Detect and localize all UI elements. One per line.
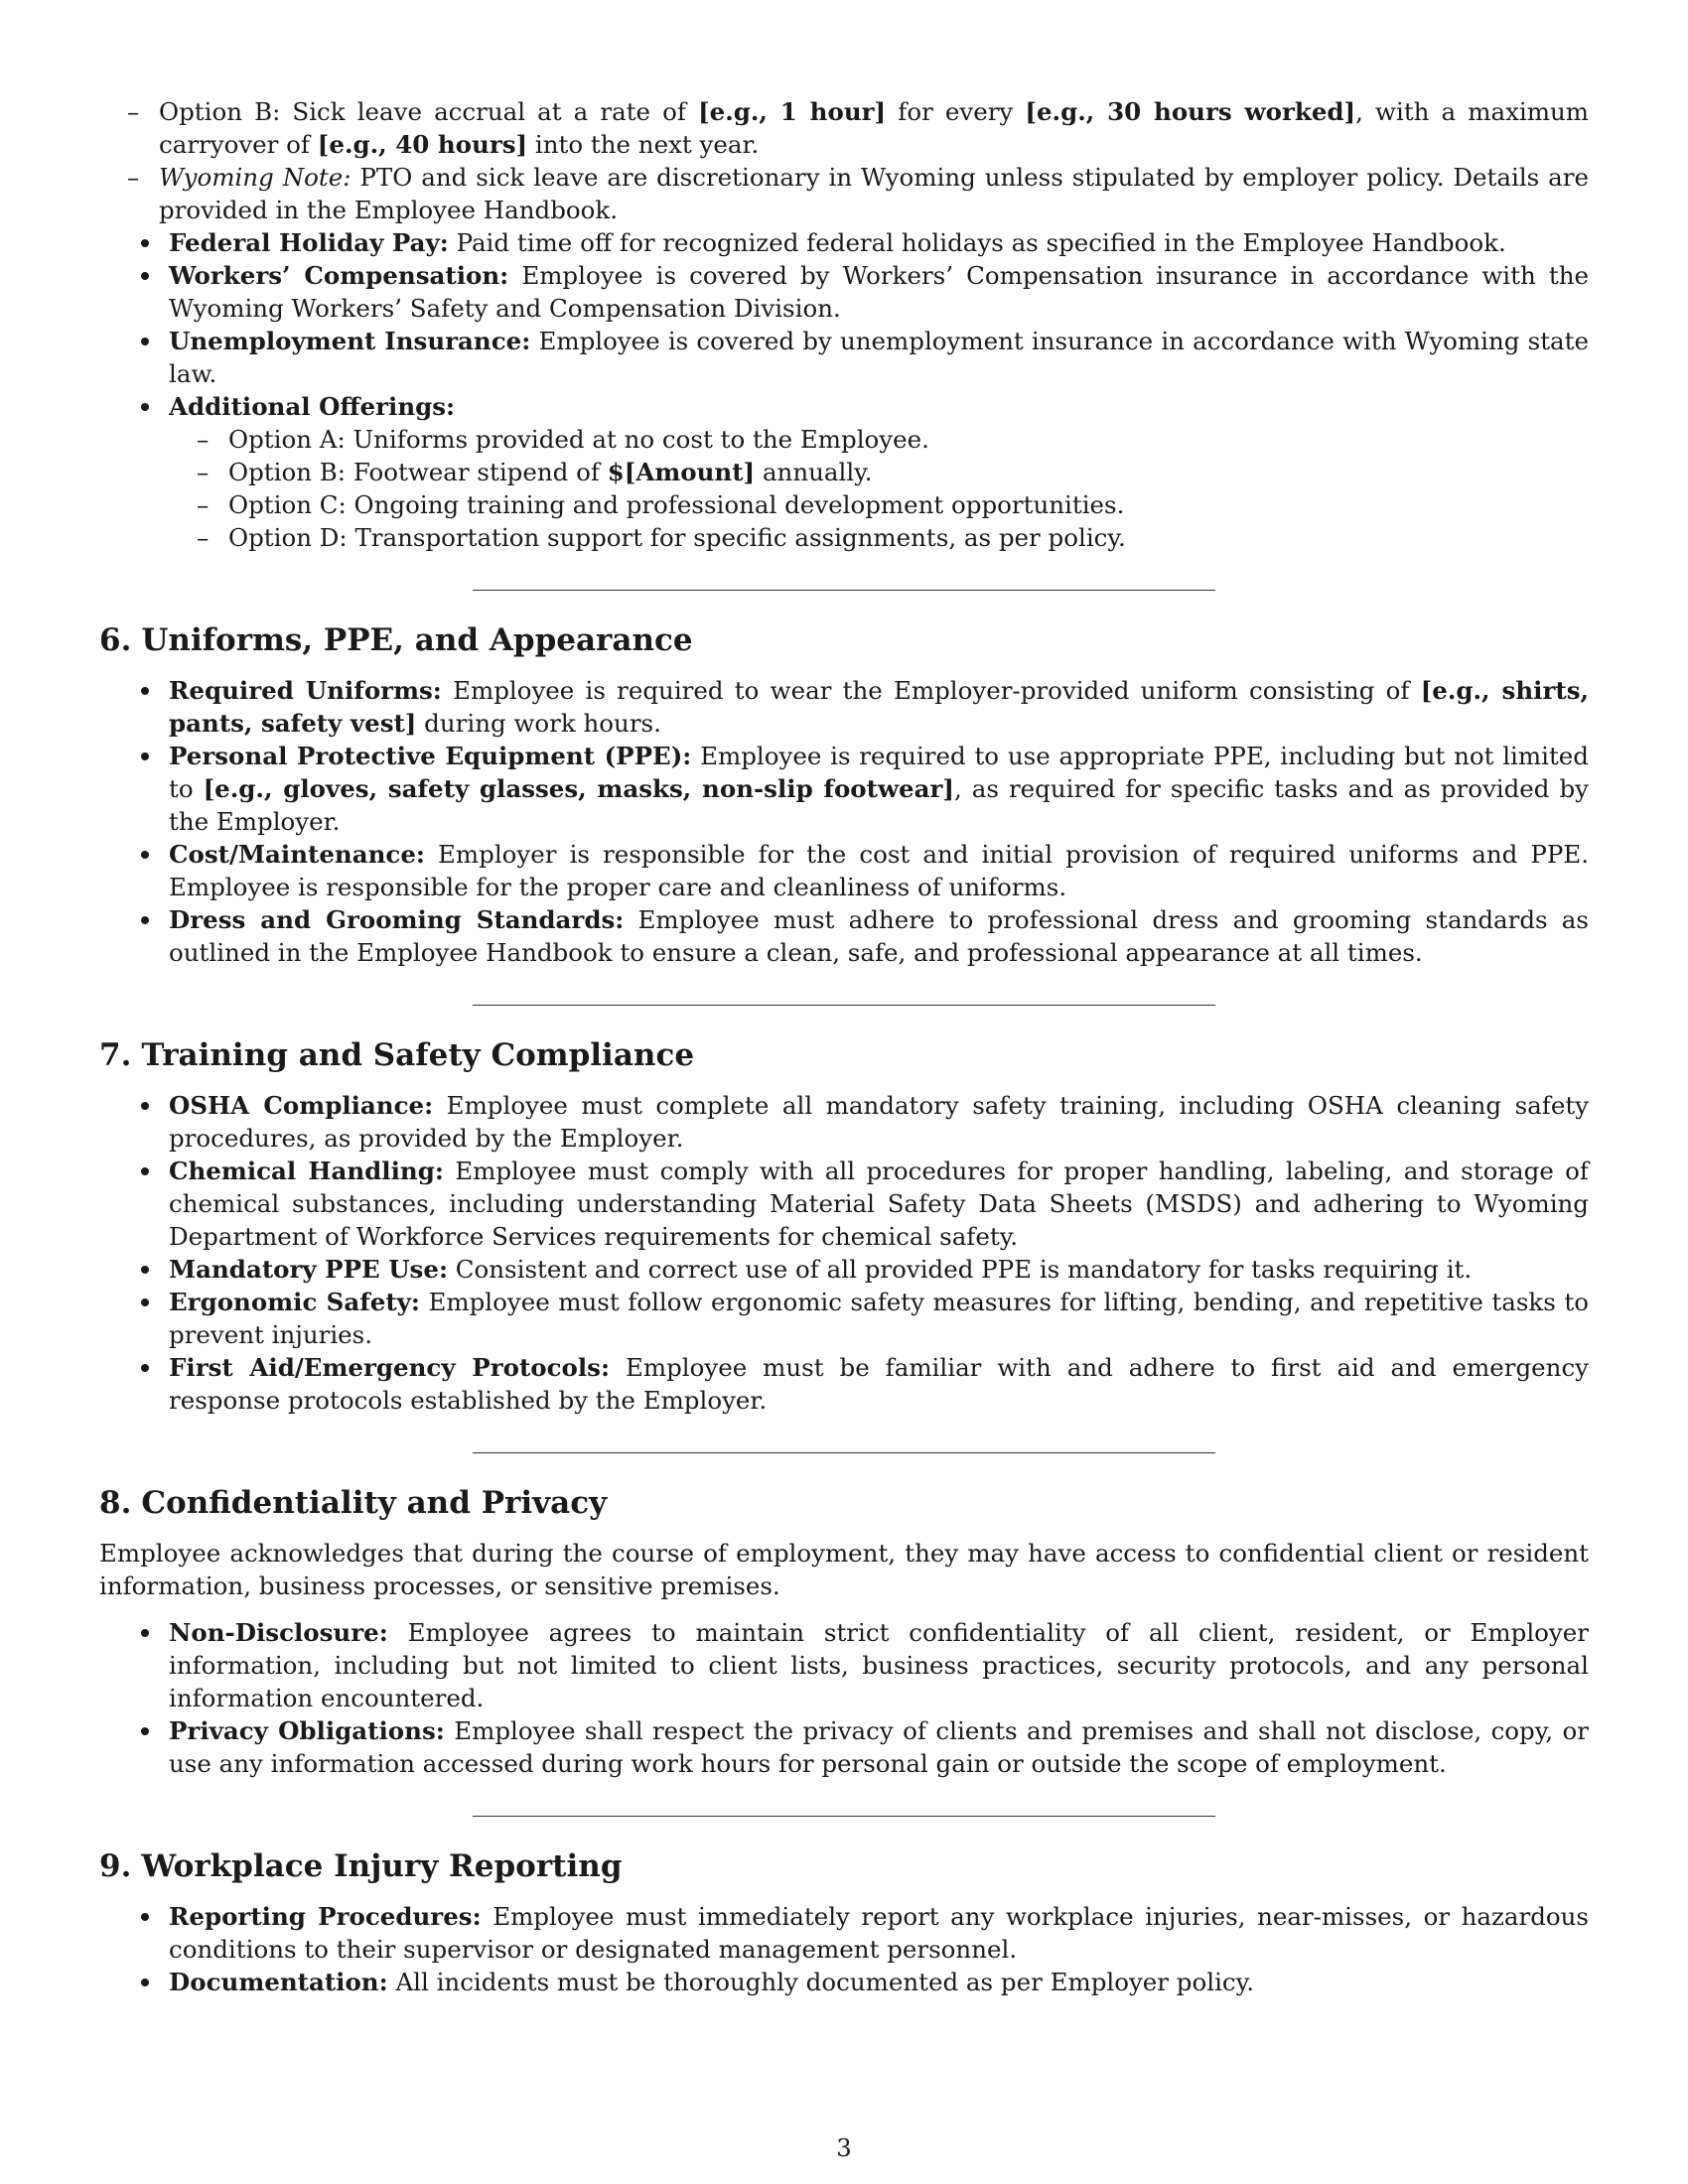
list-item: OSHA Compliance: Employee must complete all mandatory safety training, including OSHA cleaning safety procedures, as provided by the Employer.: [99, 1089, 1589, 1155]
list-item: First Aid/Emergency Protocols: Employee must be familiar with and adhere to first aid and emergency response protocols established by the Employer.: [99, 1351, 1589, 1417]
additional-offerings-list: [99, 423, 1589, 554]
page-number: 3: [836, 2134, 852, 2162]
list-item: Dress and Grooming Standards: Employee must adhere to professional dress and grooming standards as outlined in the Employee Handbook to ensure a clean, safe, and professional appearance at all times.: [99, 903, 1589, 969]
section-divider: [473, 1816, 1215, 1817]
list-item: – Option B: Footwear stipend of $[Amount] annually.: [99, 456, 1589, 488]
list-item: Required Uniforms: Employee is required to wear the Employer-provided uniform consisting of [e.g., shirts, pants, safety vest] during work hours.: [99, 674, 1589, 740]
wyoming-note: – Wyoming Note: PTO and sick leave are discretionary in Wyoming unless stipulated by employer policy. Details are provided in the Employee Handbook.: [30, 161, 1589, 226]
section-heading-8: 8. Confidentiality and Privacy: [99, 1485, 608, 1521]
list-item: – Option A: Uniforms provided at no cost to the Employee.: [99, 423, 1589, 456]
list-item: Mandatory PPE Use: Consistent and correct use of all provided PPE is mandatory for tasks requiring it.: [99, 1253, 1589, 1286]
list-item: – Option C: Ongoing training and professional development opportunities.: [99, 488, 1589, 521]
benefits-list: [99, 226, 1589, 554]
section-divider: [473, 590, 1215, 591]
section-heading-9: 9. Workplace Injury Reporting: [99, 1848, 623, 1884]
list-item: Federal Holiday Pay: Paid time off for recognized federal holidays as specified in the Employee Handbook.: [99, 226, 1589, 259]
section-8-list: [99, 1616, 1589, 1780]
section-divider: [473, 1005, 1215, 1006]
section-8-intro: Employee acknowledges that during the course of employment, they may have access to confidential client or resident information, business processes, or sensitive premises.: [99, 1539, 1589, 1600]
section-heading-7: 7. Training and Safety Compliance: [99, 1037, 695, 1073]
list-item: Personal Protective Equipment (PPE): Employee is required to use appropriate PPE, including but not limited to [e.g., gloves, safety glasses, masks, non-slip footwear], as required for specific tasks and as provided by the Employer.: [99, 740, 1589, 838]
list-item: Documentation: All incidents must be thoroughly documented as per Employer policy.: [99, 1966, 1589, 1998]
list-item: Ergonomic Safety: Employee must follow ergonomic safety measures for lifting, bending, and repetitive tasks to prevent injuries.: [99, 1286, 1589, 1351]
document-page: [99, 95, 1589, 1998]
list-item: Reporting Procedures: Employee must immediately report any workplace injuries, near-misses, or hazardous conditions to their supervisor or designated management personnel.: [99, 1900, 1589, 1966]
additional-offerings: Additional Offerings: – Option A: Uniforms provided at no cost to the Employee. – Option B: Footwear stipend of $[Amount] annually. – Option C: Ongoing training and professional development opportunities. – Option D: Transportation support for specific assignments, as per policy.: [99, 390, 1589, 554]
list-item: Non-Disclosure: Employee agrees to maintain strict confidentiality of all client, resident, or Employer information, including but not limited to client lists, business practices, security protocols, and any personal information encountered.: [99, 1616, 1589, 1714]
list-item: Chemical Handling: Employee must comply with all procedures for proper handling, labeling, and storage of chemical substances, including understanding Material Safety Data Sheets (MSDS) and adhering to Wyoming Department of Workforce Services requirements for chemical safety.: [99, 1155, 1589, 1253]
section-6-list: [99, 674, 1589, 969]
list-item: Privacy Obligations: Employee shall respect the privacy of clients and premises and shall not disclose, copy, or use any information accessed during work hours for personal gain or outside the scope of employment.: [99, 1714, 1589, 1780]
list-item: Cost/Maintenance: Employer is responsible for the cost and initial provision of required uniforms and PPE. Employee is responsible for the proper care and cleanliness of uniforms.: [99, 838, 1589, 903]
section-7-list: [99, 1089, 1589, 1417]
section-divider: [473, 1452, 1215, 1453]
list-item: Workers’ Compensation: Employee is covered by Workers’ Compensation insurance in accordance with the Wyoming Workers’ Safety and Compensation Division.: [99, 259, 1589, 325]
sick-leave-sub-list: [30, 95, 1589, 226]
list-item: Unemployment Insurance: Employee is covered by unemployment insurance in accordance with Wyoming state law.: [99, 325, 1589, 390]
section-9-list: [99, 1900, 1589, 1998]
sick-leave-option-b: – Option B: Sick leave accrual at a rate of [e.g., 1 hour] for every [e.g., 30 hours worked], with a maximum carryover of [e.g., 40 hours] into the next year.: [30, 95, 1589, 161]
list-item: – Option D: Transportation support for specific assignments, as per policy.: [99, 521, 1589, 554]
section-heading-6: 6. Uniforms, PPE, and Appearance: [99, 622, 693, 658]
